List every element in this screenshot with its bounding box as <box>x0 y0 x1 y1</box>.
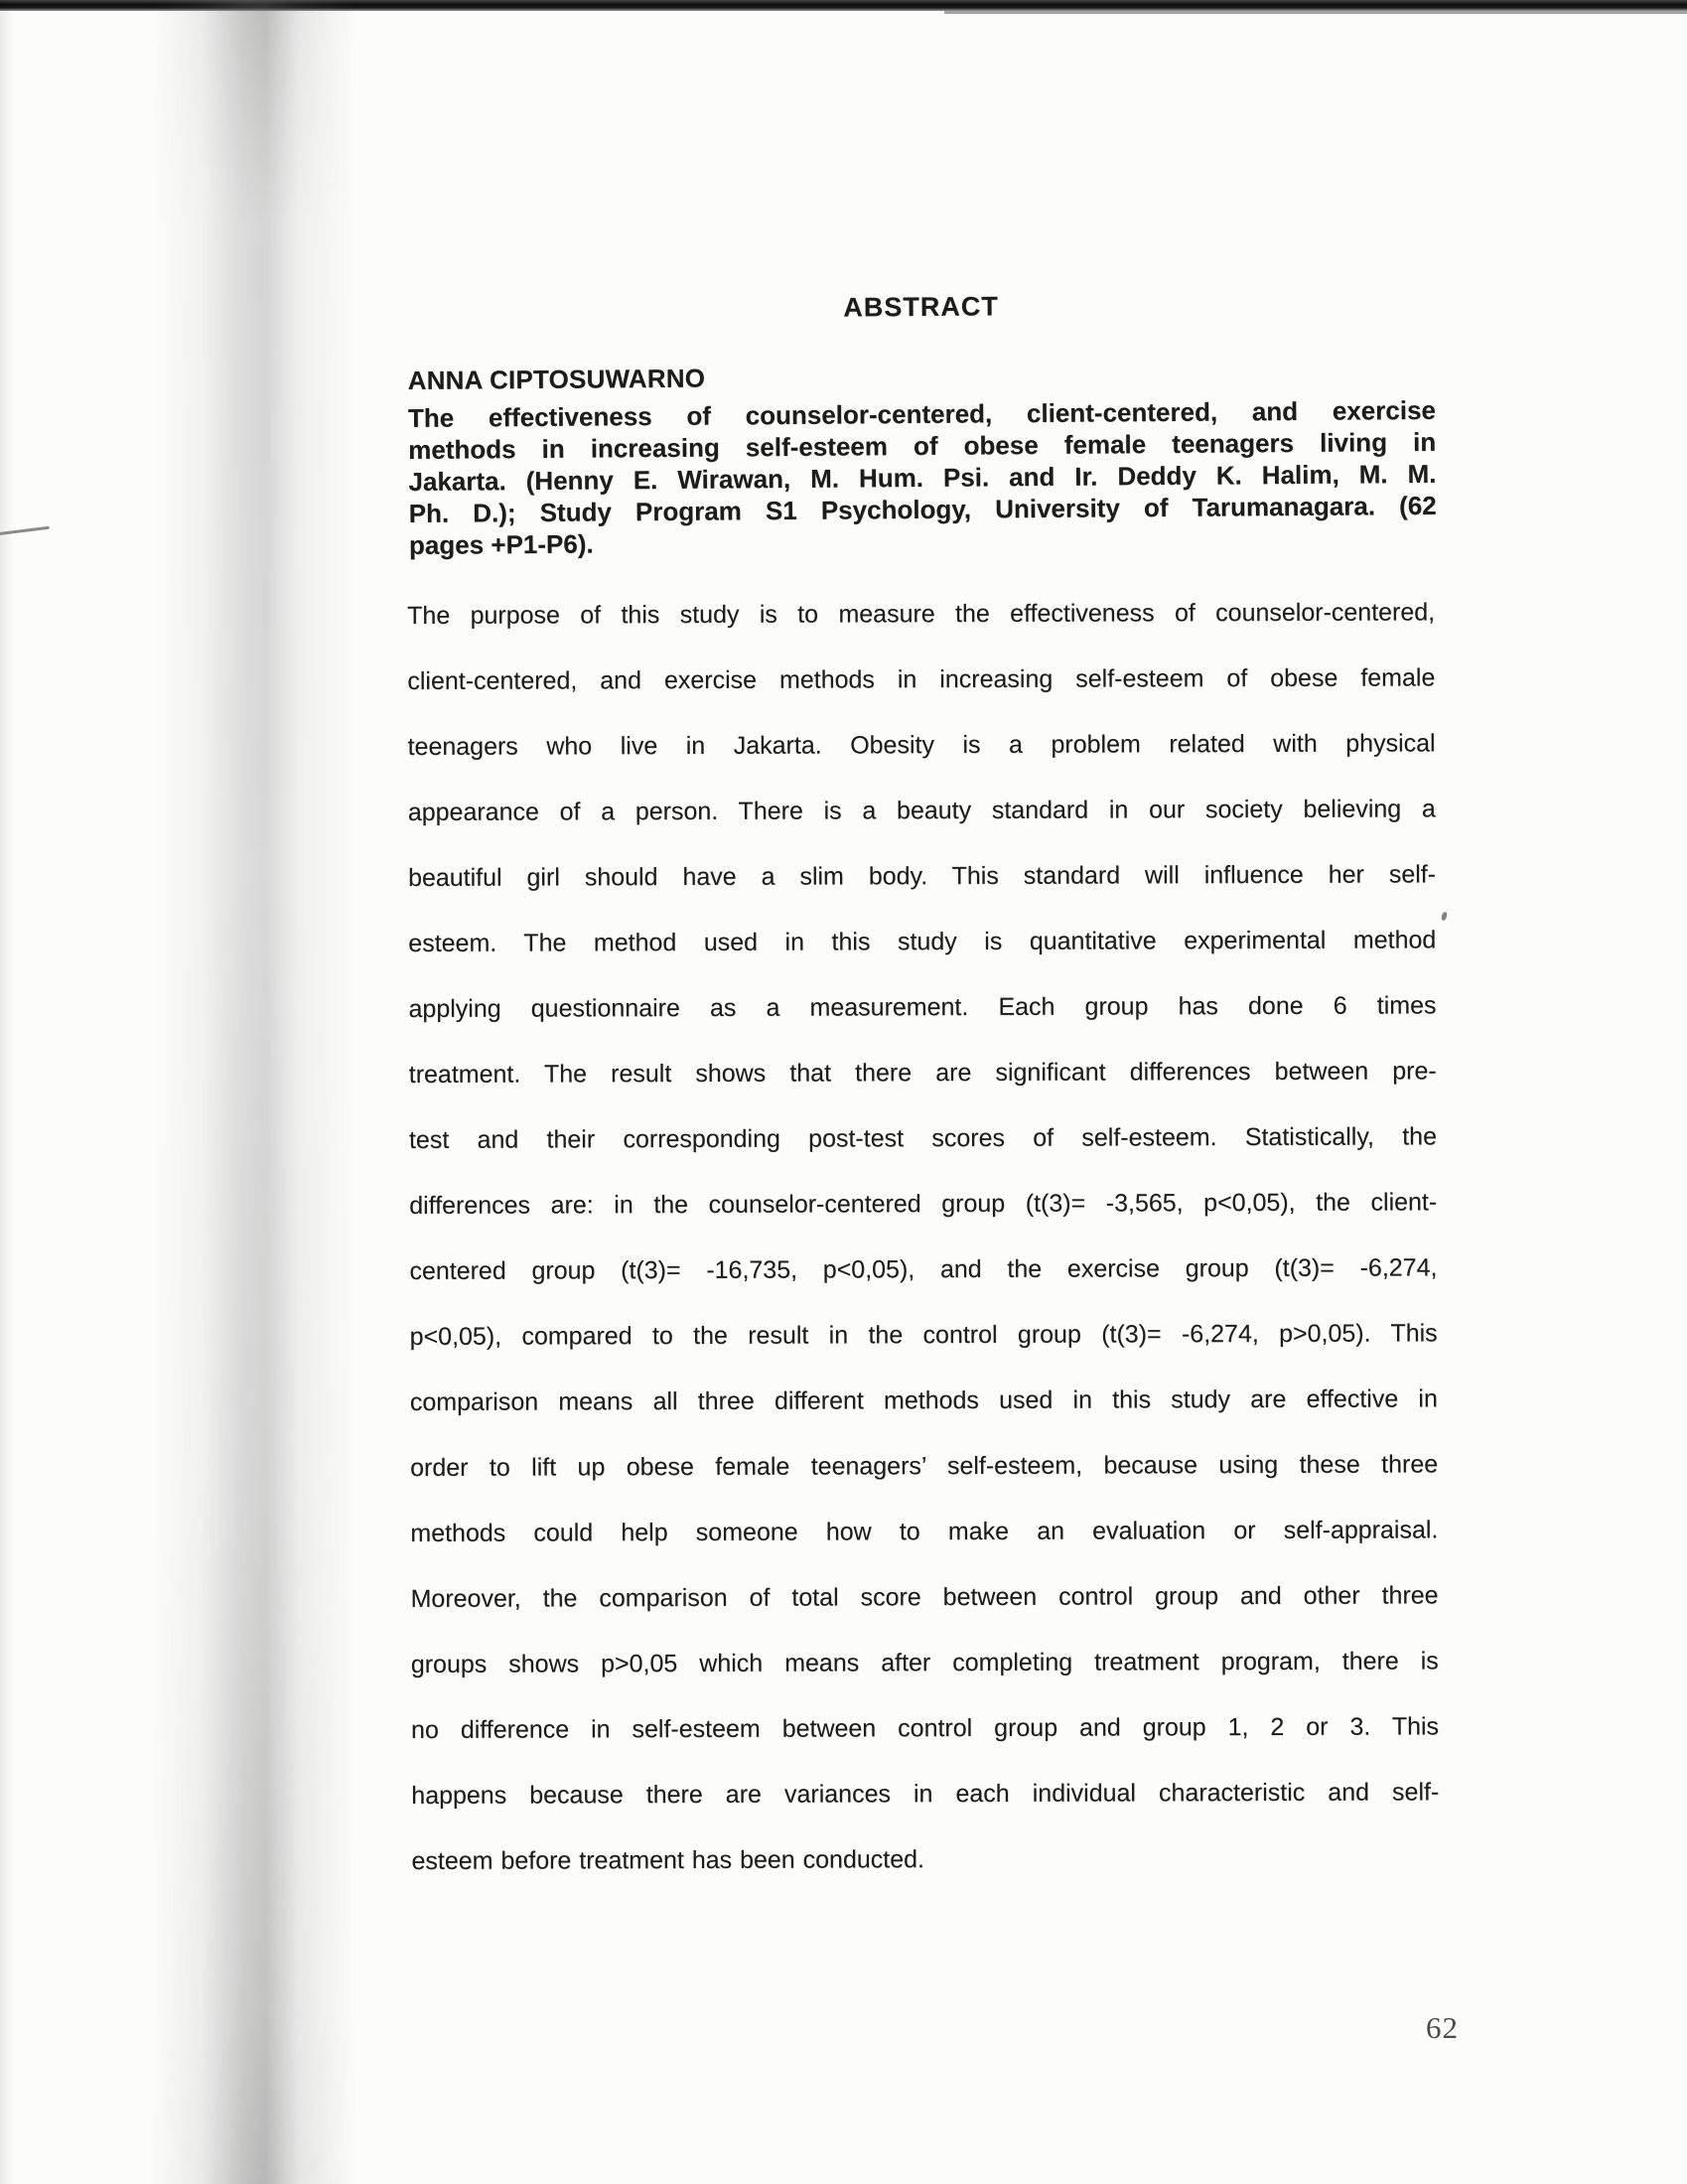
body-text-line: esteem before treatment has been conducted. <box>411 1845 924 1875</box>
body-text-line: differences are: in the counselor-centered group (t(3)= -3,565, p<0,05), the client- <box>409 1188 1438 1220</box>
page-number: 62 <box>1426 2010 1459 2045</box>
abstract-content <box>407 291 1440 1894</box>
abstract-body <box>407 579 1440 1894</box>
body-text-line: happens because there are variances in each individual characteristic and self- <box>411 1778 1440 1810</box>
thesis-title-line: Ph. D.); Study Program S1 Psychology, University of Tarumanagara. (62 <box>408 490 1437 528</box>
thesis-title-block <box>408 394 1437 561</box>
body-text-line: applying questionnaire as a measurement. Each group has done 6 times <box>408 991 1437 1023</box>
body-text-line: order to lift up obese female teenagers’ self-esteem, because using these three <box>410 1450 1439 1482</box>
body-text-line: The purpose of this study is to measure the effectiveness of counselor-centered, <box>407 598 1436 630</box>
thesis-title-line: methods in increasing self-esteem of obese female teenagers living in <box>408 426 1437 465</box>
body-text-line: client-centered, and exercise methods in increasing self-esteem of obese female <box>407 663 1436 695</box>
abstract-header <box>407 290 1437 561</box>
scan-artifact-left-edge <box>0 0 14 2184</box>
body-text-line: p<0,05), compared to the result in the control group (t(3)= -6,274, p>0,05). This <box>409 1319 1438 1351</box>
body-text-line: no difference in self-esteem between control group and group 1, 2 or 3. This <box>410 1712 1440 1744</box>
body-text-line: Moreover, the comparison of total score between control group and other three <box>410 1581 1439 1613</box>
body-text-line: appearance of a person. There is a beauty standard in our society believing a <box>407 795 1436 826</box>
body-text-line: groups shows p>0,05 which means after completing treatment program, there is <box>410 1647 1439 1678</box>
body-text-line: esteem. The method used in this study is quantitative experimental method <box>408 926 1437 957</box>
body-text-line: teenagers who live in Jakarta. Obesity is a problem related with physical <box>407 729 1436 761</box>
thesis-title-line: The effectiveness of counselor-centered, client-centered, and exercise <box>407 394 1437 433</box>
body-text-line: methods could help someone how to make an evaluation or self-appraisal. <box>410 1516 1439 1547</box>
author-name: ANNA CIPTOSUWARNO <box>407 363 706 395</box>
thesis-title-line: pages +P1-P6). <box>408 528 594 560</box>
body-text-line: centered group (t(3)= -16,735, p<0,05), and the exercise group (t(3)= -6,274, <box>409 1253 1438 1285</box>
page-title: ABSTRACT <box>843 291 999 323</box>
thesis-title-line: Jakarta. (Henny E. Wirawan, M. Hum. Psi. and Ir. Deddy K. Halim, M. M. <box>408 458 1437 497</box>
body-text-line: comparison means all three different methods used in this study are effective in <box>409 1384 1438 1416</box>
body-text-line: test and their corresponding post-test scores of self-esteem. Statistically, the <box>408 1122 1438 1154</box>
body-text-line: beautiful girl should have a slim body. This standard will influence her self- <box>407 860 1437 892</box>
scan-artifact-binding-shadow <box>149 0 357 2184</box>
body-text-line: treatment. The result shows that there are significant differences between pre- <box>408 1057 1437 1089</box>
scan-artifact-ink-speck <box>1441 911 1449 921</box>
